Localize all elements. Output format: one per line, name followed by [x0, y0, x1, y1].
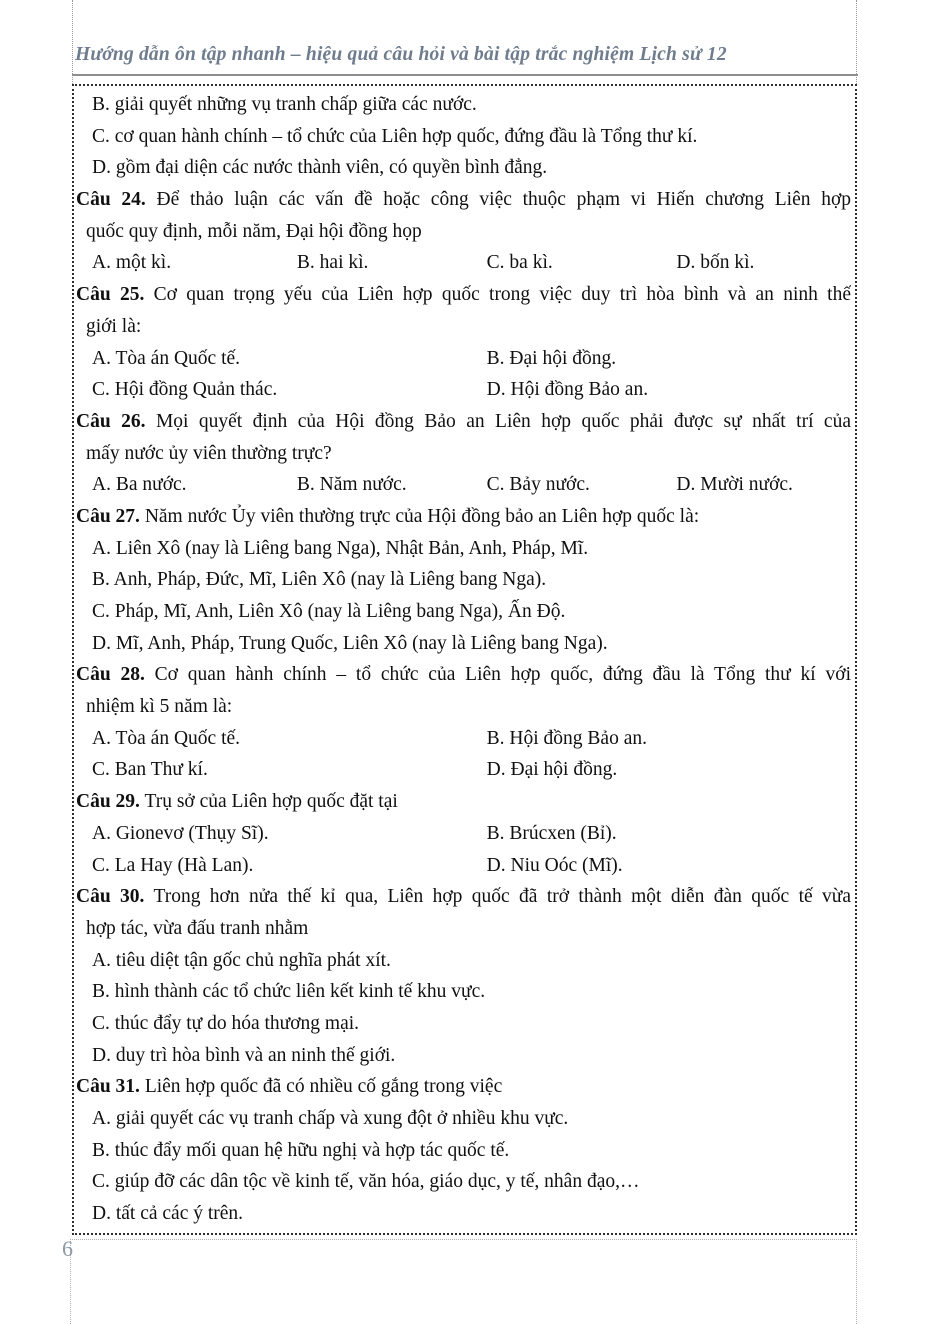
option-line — [76, 121, 851, 153]
line-text: D. Mĩ, Anh, Pháp, Trung Quốc, Liên Xô (nay là Liêng bang Nga). — [92, 632, 608, 654]
line-text: hợp tác, vừa đấu tranh nhằm — [86, 917, 309, 939]
option-row — [76, 850, 851, 882]
option-row — [76, 723, 851, 755]
option-line — [76, 564, 851, 596]
option-line — [76, 533, 851, 565]
line-text: Mọi quyết định của Hội đồng Bảo an Liên hợp quốc phải được sự nhất trí của — [155, 410, 851, 432]
option-row — [76, 374, 851, 406]
question-line — [76, 184, 851, 216]
footer-frame — [70, 1239, 857, 1324]
line-text: D. gồm đại diện các nước thành viên, có quyền bình đẳng. — [92, 157, 548, 179]
option-row — [76, 818, 851, 850]
option-item: D. Niu Oóc (Mĩ). — [486, 854, 623, 876]
line-text: Trong hơn nửa thế kỉ qua, Liên hợp quốc đã trở thành một diễn đàn quốc tế vừa — [153, 886, 851, 908]
option-item: B. Brúcxen (Bỉ). — [486, 822, 617, 844]
option-line — [76, 1040, 851, 1072]
line-text: Liên hợp quốc đã có nhiều cố gắng trong việc — [144, 1076, 503, 1098]
option-item: C. Ban Thư kí. — [92, 759, 208, 781]
line-text: B. hình thành các tổ chức liên kết kinh tế khu vực. — [92, 981, 486, 1003]
question-line — [76, 1071, 851, 1103]
running-header-title: Hướng dẫn ôn tập nhanh – hiệu quả câu hỏi và bài tập trắc nghiệm Lịch sử 12 — [75, 44, 727, 65]
option-item: A. một kì. — [92, 252, 172, 274]
option-item: A. Tòa án Quốc tế. — [92, 727, 241, 749]
question-number-label: Câu 25. — [76, 284, 145, 306]
line-text: D. tất cả các ý trên. — [92, 1203, 244, 1225]
line-text: D. duy trì hòa bình và an ninh thế giới. — [92, 1044, 396, 1066]
question-continuation-line — [76, 311, 851, 343]
option-item: C. Hội đồng Quản thác. — [92, 379, 278, 401]
question-line — [76, 406, 851, 438]
question-line — [76, 881, 851, 913]
option-item: D. Đại hội đồng. — [486, 759, 618, 781]
option-item: C. La Hay (Hà Lan). — [92, 854, 254, 876]
question-number-label: Câu 29. — [76, 791, 140, 813]
left-text-boundary-line — [72, 0, 73, 84]
question-line — [76, 279, 851, 311]
option-row — [76, 469, 851, 501]
question-line — [76, 501, 851, 533]
option-line — [76, 596, 851, 628]
question-line — [76, 659, 851, 691]
question-continuation-line — [76, 691, 851, 723]
option-item: C. ba kì. — [486, 252, 553, 274]
line-text: quốc quy định, mỗi năm, Đại hội đồng họp — [86, 220, 422, 242]
question-continuation-line — [76, 913, 851, 945]
option-line — [76, 1103, 851, 1135]
option-line — [76, 152, 851, 184]
line-text: nhiệm kì 5 năm là: — [86, 696, 233, 718]
line-text: Năm nước Ủy viên thường trực của Hội đồng bảo an Liên hợp quốc là: — [144, 505, 700, 527]
option-item: A. Gionevơ (Thụy Sĩ). — [92, 822, 269, 844]
option-line — [76, 945, 851, 977]
option-item: B. Năm nước. — [296, 474, 407, 496]
option-line — [76, 628, 851, 660]
page-number: 6 — [62, 1236, 73, 1261]
line-text: giới là: — [86, 315, 142, 337]
question-number-label: Câu 28. — [76, 664, 145, 686]
question-number-label: Câu 27. — [76, 505, 140, 527]
line-text: B. thúc đẩy mối quan hệ hữu nghị và hợp tác quốc tế. — [92, 1139, 510, 1161]
question-continuation-line — [76, 216, 851, 248]
question-number-label: Câu 24. — [76, 189, 146, 211]
line-text: C. Pháp, Mĩ, Anh, Liên Xô (nay là Liêng bang Nga), Ấn Độ. — [92, 601, 566, 622]
line-text: mấy nước ủy viên thường trực? — [86, 442, 332, 464]
option-item: B. Hội đồng Bảo an. — [486, 727, 647, 749]
option-item: D. Hội đồng Bảo an. — [486, 379, 649, 401]
option-line — [76, 1166, 851, 1198]
question-continuation-line — [76, 438, 851, 470]
option-item: B. hai kì. — [296, 252, 369, 274]
line-text: C. giúp đỡ các dân tộc về kinh tế, văn hóa, giáo dục, y tế, nhân đạo,… — [92, 1171, 640, 1193]
line-text: B. giải quyết những vụ tranh chấp giữa các nước. — [92, 94, 477, 115]
line-text: Để thảo luận các vấn đề hoặc công việc thuộc phạm vi Hiến chương Liên hợp — [156, 189, 851, 211]
line-text: A. tiêu diệt tận gốc chủ nghĩa phát xít. — [92, 949, 391, 971]
line-text: Cơ quan trọng yếu của Liên hợp quốc trong việc duy trì hòa bình và an ninh thế — [153, 284, 851, 306]
option-line — [76, 1008, 851, 1040]
question-number-label: Câu 30. — [76, 886, 145, 908]
option-row — [76, 343, 851, 375]
question-number-label: Câu 26. — [76, 410, 146, 432]
option-item: C. Bảy nước. — [486, 474, 590, 496]
option-line — [76, 1135, 851, 1167]
line-text: A. Liên Xô (nay là Liêng bang Nga), Nhật Bản, Anh, Pháp, Mĩ. — [92, 537, 589, 559]
option-row — [76, 754, 851, 786]
right-text-boundary-line — [856, 0, 857, 84]
line-text: A. giải quyết các vụ tranh chấp và xung đột ở nhiều khu vực. — [92, 1108, 569, 1129]
option-row — [76, 247, 851, 279]
question-number-label: Câu 31. — [76, 1076, 140, 1098]
option-item: B. Đại hội đồng. — [486, 347, 617, 369]
line-text: Cơ quan hành chính – tổ chức của Liên hợp quốc, đứng đầu là Tổng thư kí với — [154, 664, 851, 686]
question-frame — [72, 84, 857, 1235]
option-item: D. bốn kì. — [676, 252, 755, 274]
line-text: C. thúc đẩy tự do hóa thương mại. — [92, 1012, 360, 1034]
question-line — [76, 786, 851, 818]
line-text: Trụ sở của Liên hợp quốc đặt tại — [144, 791, 398, 813]
question-lines — [76, 89, 851, 1230]
option-line — [76, 89, 851, 121]
option-item: A. Tòa án Quốc tế. — [92, 347, 241, 369]
header-rule — [72, 74, 858, 76]
option-item: A. Ba nước. — [92, 474, 187, 496]
option-line — [76, 1198, 851, 1230]
option-item: D. Mười nước. — [676, 474, 793, 496]
option-line — [76, 976, 851, 1008]
line-text: C. cơ quan hành chính – tổ chức của Liên hợp quốc, đứng đầu là Tổng thư kí. — [92, 125, 698, 147]
line-text: B. Anh, Pháp, Đức, Mĩ, Liên Xô (nay là Liêng bang Nga). — [92, 569, 547, 591]
